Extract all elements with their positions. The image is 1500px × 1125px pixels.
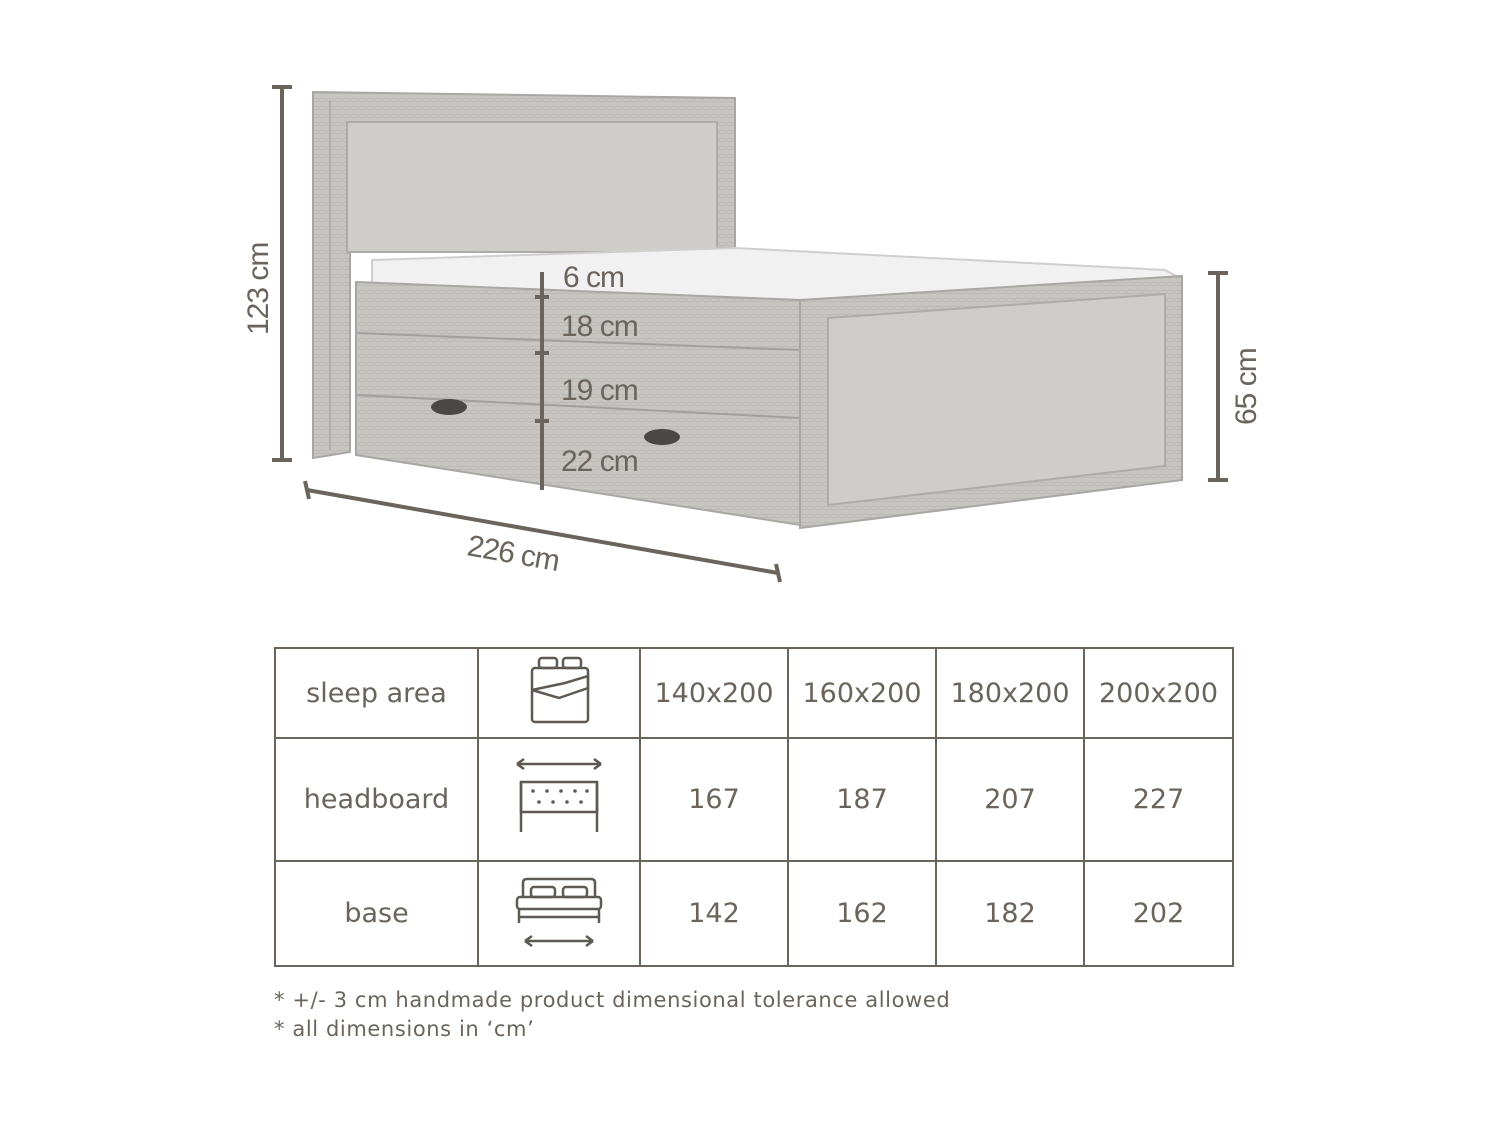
height-base-dimension <box>1208 273 1263 480</box>
headboard-180: 207 <box>936 738 1084 861</box>
layer-box-upper-label: 19 cm <box>561 374 638 407</box>
sleep-area-140: 140x200 <box>640 648 788 738</box>
layer-mattress-label: 18 cm <box>561 310 638 343</box>
headboard-200: 227 <box>1084 738 1233 861</box>
mattress-icon <box>519 650 599 730</box>
base-200: 202 <box>1084 861 1233 966</box>
height-total-dimension <box>242 87 292 460</box>
sleep-area-180: 180x200 <box>936 648 1084 738</box>
base-140: 142 <box>640 861 788 966</box>
footboard-drawing <box>800 276 1182 528</box>
headboard-width-icon <box>509 754 609 838</box>
bed-base-width-icon <box>509 867 609 953</box>
sleep-area-160: 160x200 <box>788 648 936 738</box>
row-label-base: base <box>275 861 478 966</box>
base-180: 182 <box>936 861 1084 966</box>
table-row <box>275 648 1233 738</box>
headboard-140: 167 <box>640 738 788 861</box>
table-row <box>275 738 1233 861</box>
row-label-sleep-area: sleep area <box>275 648 478 738</box>
height-base-label: 65 cm <box>1230 348 1263 425</box>
footnotes <box>274 986 950 1044</box>
headboard-160: 187 <box>788 738 936 861</box>
height-total-label: 123 cm <box>242 242 275 335</box>
sleep-area-200: 200x200 <box>1084 648 1233 738</box>
layer-box-lower-label: 22 cm <box>561 445 638 478</box>
footnote-tolerance: * +/- 3 cm handmade product dimensional tolerance allowed <box>274 988 951 1012</box>
row-label-headboard: headboard <box>275 738 478 861</box>
table-row <box>275 861 1233 966</box>
size-table <box>274 647 1234 967</box>
footnote-units: * all dimensions in ‘cm’ <box>274 1017 535 1041</box>
length-label: 226 cm <box>464 529 562 578</box>
layer-topper-label: 6 cm <box>563 261 625 294</box>
base-160: 162 <box>788 861 936 966</box>
